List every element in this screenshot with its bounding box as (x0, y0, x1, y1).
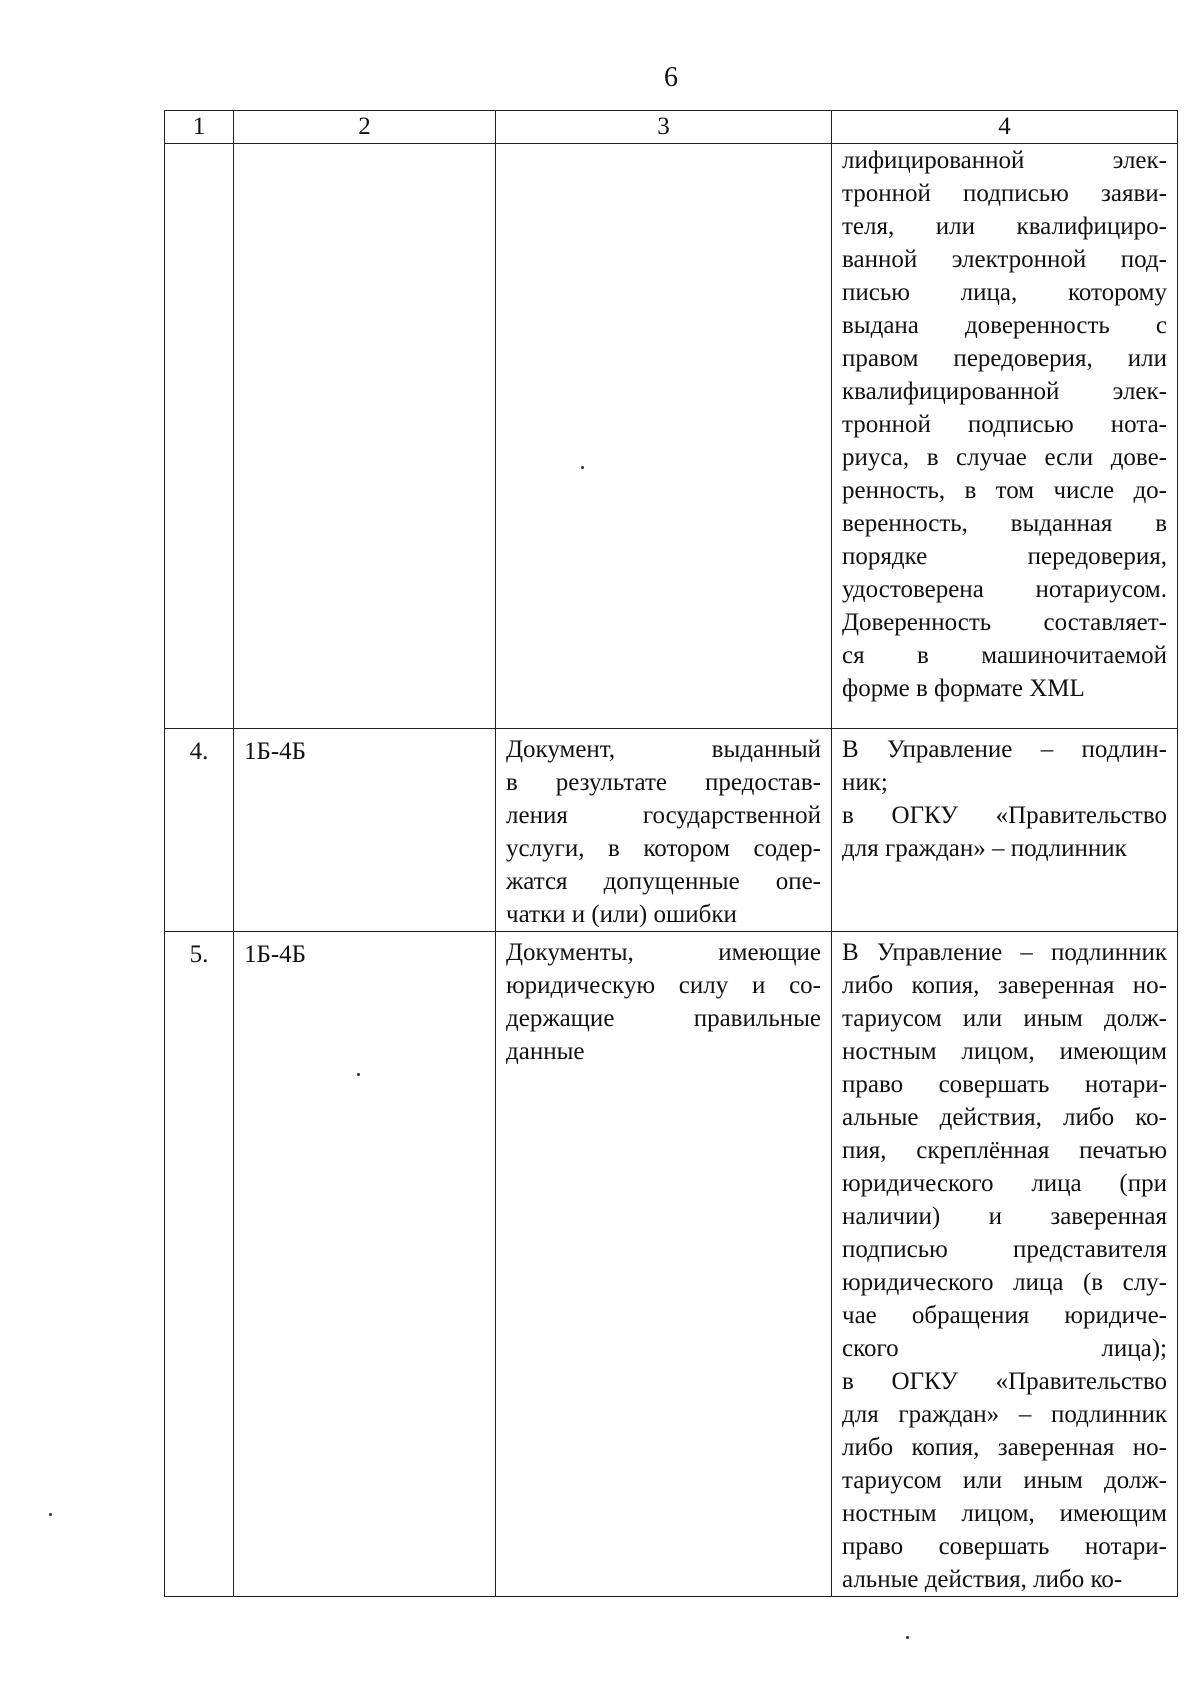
text-line: выдана доверенность с (842, 312, 1167, 339)
text-line: ванной электронной под- (842, 246, 1167, 273)
text-line: лифицированной элек- (842, 147, 1167, 174)
text-line: юридическую силу и со- (506, 972, 821, 999)
table-row (165, 144, 1178, 729)
text-line: подписью представителя (842, 1236, 1167, 1263)
text-line: наличии) и заверенная (842, 1203, 1167, 1230)
text-line: писью лица, которому (842, 279, 1167, 306)
text-line: Документы, имеющие (506, 939, 821, 966)
header-cell: 1 (165, 111, 234, 144)
text-line: право совершать нотари- (842, 1071, 1167, 1098)
row-number-cell (165, 144, 234, 729)
scan-speck (357, 1073, 360, 1076)
text-line: ностным лицом, имеющим (842, 1038, 1167, 1065)
text-line: В Управление – подлинник (842, 939, 1167, 966)
table-header-row (165, 111, 1178, 144)
text-line: в результате предостав- (506, 769, 821, 796)
text-line: порядке передоверия, (842, 543, 1167, 570)
code-cell: 1Б-4Б (234, 932, 496, 1597)
text-line: удостоверена нотариусом. (842, 576, 1167, 603)
text-line: юридического лица (в слу- (842, 1269, 1167, 1296)
text-line: данные (506, 1038, 585, 1065)
text-line: услуги, в котором содер- (506, 835, 821, 862)
requirement-cell (832, 144, 1178, 729)
description-cell (496, 932, 832, 1597)
description-cell (496, 729, 832, 932)
header-cell: 4 (832, 111, 1178, 144)
text-line: юридического лица (при (842, 1170, 1167, 1197)
text-line: тариусом или иным долж- (842, 1467, 1167, 1494)
text-line: для граждан» – подлинник (842, 1401, 1167, 1428)
text-line: пия, скреплённая печатью (842, 1137, 1167, 1164)
text-line: тариусом или иным долж- (842, 1005, 1167, 1032)
text-line: чатки и (или) ошибки (506, 901, 737, 928)
text-line: жатся допущенные опе- (506, 868, 821, 895)
text-line: форме в формате XML (842, 675, 1085, 702)
page-number: 6 (664, 62, 678, 93)
text-line: Документ, выданный (506, 736, 821, 763)
text-line: веренность, выданная в (842, 510, 1167, 537)
row-number-cell: 4. (165, 729, 234, 932)
text-line: ник; (842, 769, 888, 796)
description-cell (496, 144, 832, 729)
scan-speck (49, 1513, 52, 1516)
text-line: чае обращения юридиче- (842, 1302, 1167, 1329)
text-line: ностным лицом, имеющим (842, 1500, 1167, 1527)
code-cell (234, 144, 496, 729)
text-line: в ОГКУ «Правительство (842, 802, 1167, 829)
text-line: ренность, в том числе до- (842, 477, 1167, 504)
text-line: ся в машиночитаемой (842, 642, 1167, 669)
text-line: в ОГКУ «Правительство (842, 1368, 1167, 1395)
header-cell: 2 (234, 111, 496, 144)
text-line: В Управление – подлин- (842, 736, 1167, 763)
text-line: тронной подписью заяви- (842, 180, 1167, 207)
text-line: Доверенность составляет- (842, 609, 1167, 636)
scan-speck (581, 466, 584, 469)
table-row (165, 729, 1178, 932)
text-line: либо копия, заверенная но- (842, 972, 1167, 999)
text-line: альные действия, либо ко- (842, 1566, 1123, 1593)
text-line: держащие правильные (506, 1005, 821, 1032)
text-line: альные действия, либо ко- (842, 1104, 1167, 1131)
text-line: либо копия, заверенная но- (842, 1434, 1167, 1461)
text-line: теля, или квалифициро- (842, 213, 1167, 240)
header-cell: 3 (496, 111, 832, 144)
row-number-cell: 5. (165, 932, 234, 1597)
text-line: для граждан» – подлинник (842, 835, 1127, 862)
document-table (164, 110, 1178, 1597)
requirement-cell (832, 932, 1178, 1597)
text-line: право совершать нотари- (842, 1533, 1167, 1560)
code-cell: 1Б-4Б (234, 729, 496, 932)
scan-speck (906, 1636, 909, 1639)
text-line: риуса, в случае если дове- (842, 444, 1167, 471)
text-line: ления государственной (506, 802, 821, 829)
text-line: правом передоверия, или (842, 345, 1167, 372)
requirement-cell (832, 729, 1178, 932)
text-line: квалифицированной элек- (842, 378, 1167, 405)
table-row (165, 932, 1178, 1597)
text-line: тронной подписью нота- (842, 411, 1167, 438)
text-line: ского лица); (842, 1335, 1167, 1362)
